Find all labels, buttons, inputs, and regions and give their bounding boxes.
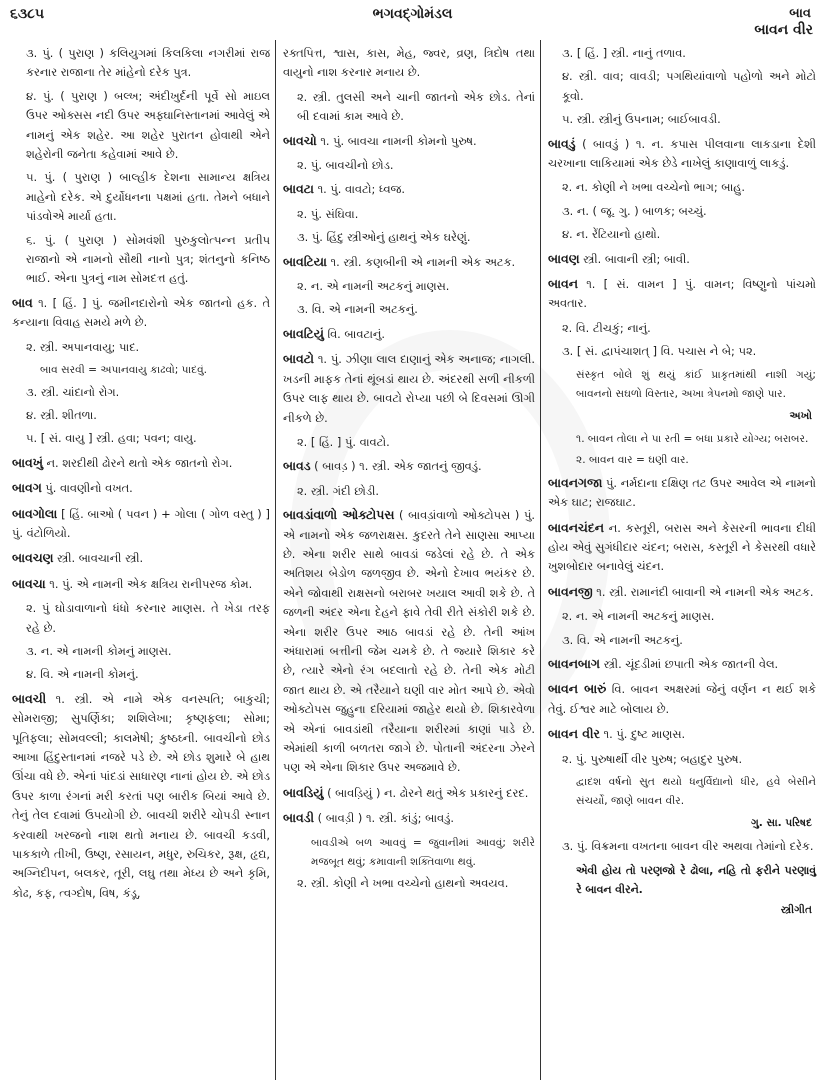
headword: બાવન વીર <box>548 726 600 742</box>
continued-text: રક્તપિત્ત, શ્વાસ, કાસ, મેહ, જ્વર, વ્રણ, ત્રિદોષ તથા વાયુનો નાશ કરનાર મનાય છે. <box>283 46 535 80</box>
sense-definition: ૨. [ હિં. ] પું. વાવટો. <box>297 434 390 449</box>
sense-definition: ૬. પું. ( પુરાણ ) સોમવંશી પુરુકુલોત્પન્ન પ્રતીપ રાજાનો એ નામનો સૌથી નાનો પુત્ર; શંતનુનો કનિષ્ઠ ભાઈ. એના પુત્રનું નામ સોમદત્ત હતું. <box>26 232 270 286</box>
sense-definition: ૪. ન. રેંટિયાનો હાથો. <box>562 227 661 242</box>
definition-text: પું. વાવણીનો વખત. <box>41 481 133 496</box>
definition-text: ( બાવડ઼ું ) ૧. ન. કપાસ પીલવાના લાકડાના દેશી ચરખાના લાકિયામાં એક છેડે નાખેલું કાણાવાળું લાકડું. <box>548 136 816 171</box>
definition-text: સ્ત્રી. ચૂંદડીમાં છપાતી એક જાતની વેલ. <box>599 656 779 671</box>
definition-text: સ્ત્રી. બાવાની સ્ત્રી; બાવી. <box>579 251 690 266</box>
headword: બાવનબાગ <box>548 655 600 671</box>
definition-text: વિ. બાવન અક્ષરમાં જેનું વર્ણન ન થઈ શકે તેવું. ઈશ્વર માટે બોલાય છે. <box>548 682 817 716</box>
headword: બાવગોલા <box>12 505 58 521</box>
column-3 <box>548 44 816 925</box>
verse-quote: એવી હોય તો પરણજો રે ઢોલા, નહિ તો ફરીને પરણાવું રે બાવન વીરને. <box>576 863 816 897</box>
headword: બાવટિયા <box>283 253 327 269</box>
sense-definition: ૫. [ સં. વાયુ ] સ્ત્રી. હવા; પવન; વાયુ. <box>26 431 197 446</box>
running-title: ભગવદ્ગોમંડલ <box>372 6 453 22</box>
headword: બાવન બારું <box>548 681 607 697</box>
usage-quote: ૨. બાવન વાર = ઘણી વાર. <box>576 454 689 467</box>
definition-text: પું. નર્મદાના દક્ષિણ તટ ઉપર આવેલ એ નામનો એક ઘાટ; રાજઘાટ. <box>548 475 816 510</box>
dictionary-entry <box>548 134 816 174</box>
definition-text: ૧. સ્ત્રી. રામાનંદી બાવાની એ નામની એક અટક. <box>592 584 814 599</box>
page-number: ૬૩૮૫ <box>10 6 45 22</box>
headword: બાવટા <box>283 181 314 197</box>
definition-text: ૧. પું. ઝીણા લાલ દાણાનું એક અનાજ; નાગલી. ખડની માફક તેનાં થૂંબડાં થાય છે. અંદરથી સળી નીકળી ઉપર લાફ થાય છે. બાવટો રોપ્યા પછી બે દિવસમાં ઊગી નીકળે છે. <box>283 352 535 425</box>
sense-definition: ૩. ન. ( જૂ. ગુ. ) બાળક; બચ્ચું. <box>562 203 707 218</box>
sense-definition: ૨. પું. પુરુષાર્થી વીર પુરુષ; બહાદુર પુરુષ. <box>562 751 743 766</box>
dictionary-entry <box>548 249 816 269</box>
sense-definition: ૪. સ્ત્રી. વાવ; વાવડી; પગથિયાંવાળો પહોળો અને મોટો કૂવો. <box>562 69 816 103</box>
headword: બાવનચંદન <box>548 519 605 535</box>
dictionary-entry <box>283 324 535 344</box>
definition-text: ૧. [ સં. વામન ] પું. વામન; વિષ્ણુનો પાંચમો અવતાર. <box>548 277 816 311</box>
headword: બાવચણ <box>12 550 54 566</box>
usage-quote: બાવ સરવી = અપાનવાયુ કાઢવો; પાદવું. <box>40 364 208 377</box>
dictionary-entry <box>12 293 270 333</box>
headword: બાવડાંવાળો ઓક્ટોપસ <box>283 507 395 523</box>
dictionary-entry <box>12 689 270 903</box>
definition-text: ( બાવડ઼િયું ) ન. ઢોરને થતું એક પ્રકારનું દરદ. <box>323 785 529 800</box>
dictionary-entry <box>283 179 535 199</box>
headword: બાવચા <box>12 575 46 591</box>
sense-definition: ૪. વિ. એ નામની કોમનું. <box>26 667 139 682</box>
usage-quote: દ્વાદશ વર્ષનો સુત થયો ધનુર્વિદ્યાનો ધીર, હવે બેસીને સંચર્યો, જાણે બાવન વીર. <box>576 776 816 808</box>
sense-definition: ૫. પું. ( પુરાણ ) બાલ્હીક દેશના સામાન્ય ક્ષત્રિય માહેનો દરેક. એ દુર્યોધનના પક્ષમાં હતા. તેમને બધાને પાંડવોએ માર્યા હતા. <box>26 170 270 224</box>
sense-definition: ૩. [ હિં. ] સ્ત્રી. નાનું તળાવ. <box>562 46 686 60</box>
dictionary-entry <box>548 679 816 719</box>
headword: બાવચો <box>283 132 317 148</box>
headword: બાવટો <box>283 351 315 367</box>
sense-definition: ૩. સ્ત્રી. ચાંદાનો રોગ. <box>26 384 120 399</box>
sense-definition: ૩. [ સં. દ્વાપંચાશત્ ] વિ. પચાસ ને બે; ૫૨. <box>562 344 757 359</box>
sense-definition: ૫. સ્ત્રી. સ્ત્રીનું ઉપનામ; બાઈબાવડી. <box>562 112 721 127</box>
headword: બાવગ <box>12 480 42 496</box>
guide-word-first: બાવ <box>789 6 811 21</box>
column-1 <box>12 44 270 908</box>
definition-text: ૧. પું. દુષ્ટ માણસ. <box>599 727 686 742</box>
sense-definition: ૩. ન. એ નામની કોમનું માણસ. <box>26 643 172 658</box>
headword: બાવડું <box>548 135 576 151</box>
sense-definition: ૨. પું. બાવચીનો છોડ. <box>297 158 394 173</box>
sense-definition: ૨. ન. એ નામની અટકનું માણસ. <box>562 609 715 624</box>
quote-source: ગુ. સા. પરિષદ <box>751 816 812 829</box>
dictionary-entry <box>548 274 816 314</box>
definition-text: ન. શરદીથી ઢોરને થતો એક જાતનો રોગ. <box>42 455 233 470</box>
definition-text: ૧. [ હિં. ] પું. જમીનદારોનો એક જાતનો હક. તે કન્યાના વિવાહ સમયે મળે છે. <box>12 295 270 330</box>
column-2 <box>283 44 535 898</box>
page-header <box>0 0 825 44</box>
dictionary-entry <box>283 505 535 778</box>
dictionary-entry <box>548 654 816 674</box>
dictionary-columns <box>0 44 825 1092</box>
sense-definition: ૨. સ્ત્રી. અપાનવાયુ; પાદ. <box>26 339 140 354</box>
headword: બાવડ <box>283 458 311 474</box>
dictionary-entry <box>283 456 535 476</box>
usage-quote: બાવડીએ બળ આવવું = જુવાનીમાં આવવું; શરીરે મજબૂત થવું; કમાવાની શક્તિવાળા થવું. <box>311 836 535 869</box>
definition-text: ૧. પું. બાવચા નામની કોમનો પુરુષ. <box>316 133 477 148</box>
headword: બાવન <box>548 276 578 292</box>
headword: બાવનજી <box>548 583 593 599</box>
dictionary-entry <box>548 518 816 577</box>
headword: બાવડિયું <box>283 784 324 800</box>
dictionary-entry <box>283 252 535 272</box>
dictionary-entry <box>283 808 535 828</box>
dictionary-entry <box>12 504 270 544</box>
dictionary-entry <box>283 783 535 803</box>
sense-definition: ૪. સ્ત્રી. શીતળા. <box>26 407 97 422</box>
definition-text: [ હિં. બાઓ ( પવન ) + ગોલા ( ગોળ વસ્તુ ) ] પું. વંટોળિયો. <box>12 506 270 540</box>
sense-definition: ૩. પું. ( પુરાણ ) કલિયુગમાં કિલકિલા નગરીમાં રાજ કરનાર રાજાના તેર માંહેનો દરેક પુત્ર. <box>26 46 270 80</box>
headword: બાવણ <box>548 250 580 266</box>
headword: બાવ <box>12 294 33 310</box>
definition-text: ૧. પું. એ નામની એક ક્ષત્રિય રાનીપરજ કોમ. <box>45 576 253 591</box>
guide-word-last: બાવન વીર <box>754 22 813 38</box>
quote-source: સ્ત્રીગીત <box>780 904 812 917</box>
dictionary-entry <box>548 582 816 602</box>
definition-text: ન. કસ્તૂરી, બરાસ અને કેસરની ભાવના દીધી હોય એવું સુગંધીદાર ચંદન; બરાસ, કસ્તૂરી ને કેસરથી વધારે ખુશબોદાર બનાવેલું ચંદન. <box>548 520 816 574</box>
sense-definition: ૩. વિ. એ નામની અટકનું. <box>297 302 418 317</box>
headword: બાવચી <box>12 690 47 706</box>
dictionary-entry <box>12 453 270 473</box>
dictionary-entry <box>283 349 535 428</box>
sense-definition: ૨. પું ઘોડાવાળાનો ધંધો કરનાર માણસ. તે ખેડા તરફ રહે છે. <box>26 601 270 635</box>
definition-text: વિ. બાવટાનું. <box>323 326 385 341</box>
sense-definition: ૨. ન. એ નામની અટકનું માણસ. <box>297 279 450 294</box>
definition-text: ૧. પું. વાવટો; ધ્વજ. <box>313 182 405 197</box>
definition-text: સ્ત્રી. બાવચાની સ્ત્રી. <box>53 551 144 566</box>
definition-text: ( બાવડ઼ાંવાળો ઓક્ટોપસ ) પું. એ નામનો એક જળરાક્ષસ. કુદરતે તેને સાણસા આપ્યા છે. એના શરીર સાથે બાવડાં જડેલાં રહે છે. તે એક અતિશય બેડોળ જળજીવ છે. એનો દેખાવ ભયંકર છે. એને જોવાથી રાક્ષસનો બરાબર ખયાલ આવી શકે છે. તે જળની અંદર એના દેહને ફાવે તેવી રીતે સંકોરી શકે છે. એના શરીર ઉપર આઠ બાવડાં રહે છે. તેની આંખ અંધારામાં બત્તીની જેમ ચમકે છે. તે જ્યારે શિકાર કરે છે, ત્યારે એનો રંગ બદલાતો રહે છે. તેની એક મોટી જાત થાય છે. એ તરૈયાને ઘણી વાર મોત આપે છે. એવો ઓક્ટોપસ જુહુના દરિયામાં જાહેર થયો છે. શિકારવેળા એ એનાં બાવડાંથી તરૈયાના શરીરમાં કાણાં પાડે છે. એમાંથી કાળી બળતરા જાગે છે. પોતાની અંદરના ઝેરને પણ એ એના શિકાર ઉપર અજમાવે છે. <box>283 508 536 775</box>
quote-source: અખો <box>789 409 812 422</box>
dictionary-entry <box>283 131 535 151</box>
dictionary-entry <box>12 574 270 594</box>
sense-definition: ૨. પું. સંઘિવા. <box>297 206 359 221</box>
dictionary-entry <box>12 478 270 498</box>
dictionary-entry <box>548 473 816 513</box>
headword: બાવટિયું <box>283 325 324 341</box>
headword: બાવખું <box>12 454 43 470</box>
sense-definition: ૩. પું. વિક્રમના વખતના બાવન વીર અથવા તેમાંનો દરેક. <box>562 839 814 854</box>
definition-text: ( બાવડ઼ ) ૧. સ્ત્રી. એક જાતનું જીવડું. <box>310 459 482 474</box>
sense-definition: ૨. સ્ત્રી. કોણી ને ખભા વચ્ચેનો હાથનો અવયવ. <box>297 876 509 891</box>
sense-definition: ૩. વિ. એ નામની અટકનું. <box>562 632 683 647</box>
sense-definition: ૪. પું. ( પુરાણ ) બલ્ખ; અંદીખુર્દની પૂર્વે સો માઇલ ઉપર ઓક્સસ નદી ઉપર અફ્ઘાનિસ્તાનમાં આવેલું એ નામનું એક શહેર. આ શહેર પુરાતન હોવાથી એને શહેરોની જનેતા કહેવામાં આવે છે. <box>26 88 270 162</box>
sense-definition: ૨. વિ. ટીચકું; નાનું. <box>562 320 651 335</box>
dictionary-entry <box>12 548 270 568</box>
dictionary-entry <box>548 724 816 744</box>
sense-definition: ૨. સ્ત્રી. ગંદી છોડી. <box>297 483 379 498</box>
sense-definition: ૨. ન. કોણી ને ખભા વચ્ચેનો ભાગ; બાહુ. <box>562 180 745 195</box>
headword: બાવનગજા <box>548 474 603 490</box>
definition-text: ( બાવડ઼ી ) ૧. સ્ત્રી. કાંડું; બાવડું. <box>314 811 454 826</box>
definition-text: ૧. સ્ત્રી. એ નામે એક વનસ્પતિ; બાકુચી; સોમરાજી; સુપર્ણિકા; શશિલેખા; કૃષ્ણફલા; સોમા; પૂતિફલા; સોમવલ્લી; કાલમેષી; કુષ્ઠઘ્ની. બાવચીનો છોડ આખા હિંદુસ્તાનમાં નજરે પડે છે. એ છોડ શુમારે બે હાથ ઊંચા વધે છે. એનાં પાંદડાં સાધારણ નાનાં હોય છે. એ છોડ ઉપર કાળા રંગનાં મરી કરતાં પણ બારીક બિયાં આવે છે. તેનું તેલ દવામાં ઉપયોગી છે. બાવચી શરીરે ચોપડી સ્નાન કરવાથી ખરજનો નાશ થતો મનાય છે. બાવચી કડવી, પાકકાળે તીખી, ઉષ્ણ, રસાયન, મધુર, રુચિકર, રૂક્ષ, હૃદ્ય, અગ્નિદીપન, બલકર, તૂરી, લઘુ તથા મેધ્ય છે અને કૃમિ, કોઢ, કફ, ત્વગ્દોષ, વિષ, કંડૂ, <box>12 691 270 900</box>
definition-text: ૧. સ્ત્રી. કણબીની એ નામની એક અટક. <box>326 254 516 269</box>
sense-definition: ૨. સ્ત્રી. તુલસી અને ચાની જાતનો એક છોડ. તેનાં બી દવામાં કામ આવે છે. <box>297 89 535 124</box>
headword: બાવડી <box>283 810 315 826</box>
usage-quote: ૧. બાવન તોલા ને પા રતી = બધા પ્રકારે યોગ્ય; બરાબર. <box>576 432 809 445</box>
sense-definition: ૩. પું. હિંદુ સ્ત્રીઓનું હાથનું એક ઘરેણું. <box>297 230 471 245</box>
usage-quote: સંસ્કૃત બોલે શું થયું કાંઈ પ્રાકૃતમાંથી નાશી ગયું; બાવનનો સઘળો વિસ્તાર, અખા ત્રેપનમો જાણે પાર. <box>576 368 816 401</box>
